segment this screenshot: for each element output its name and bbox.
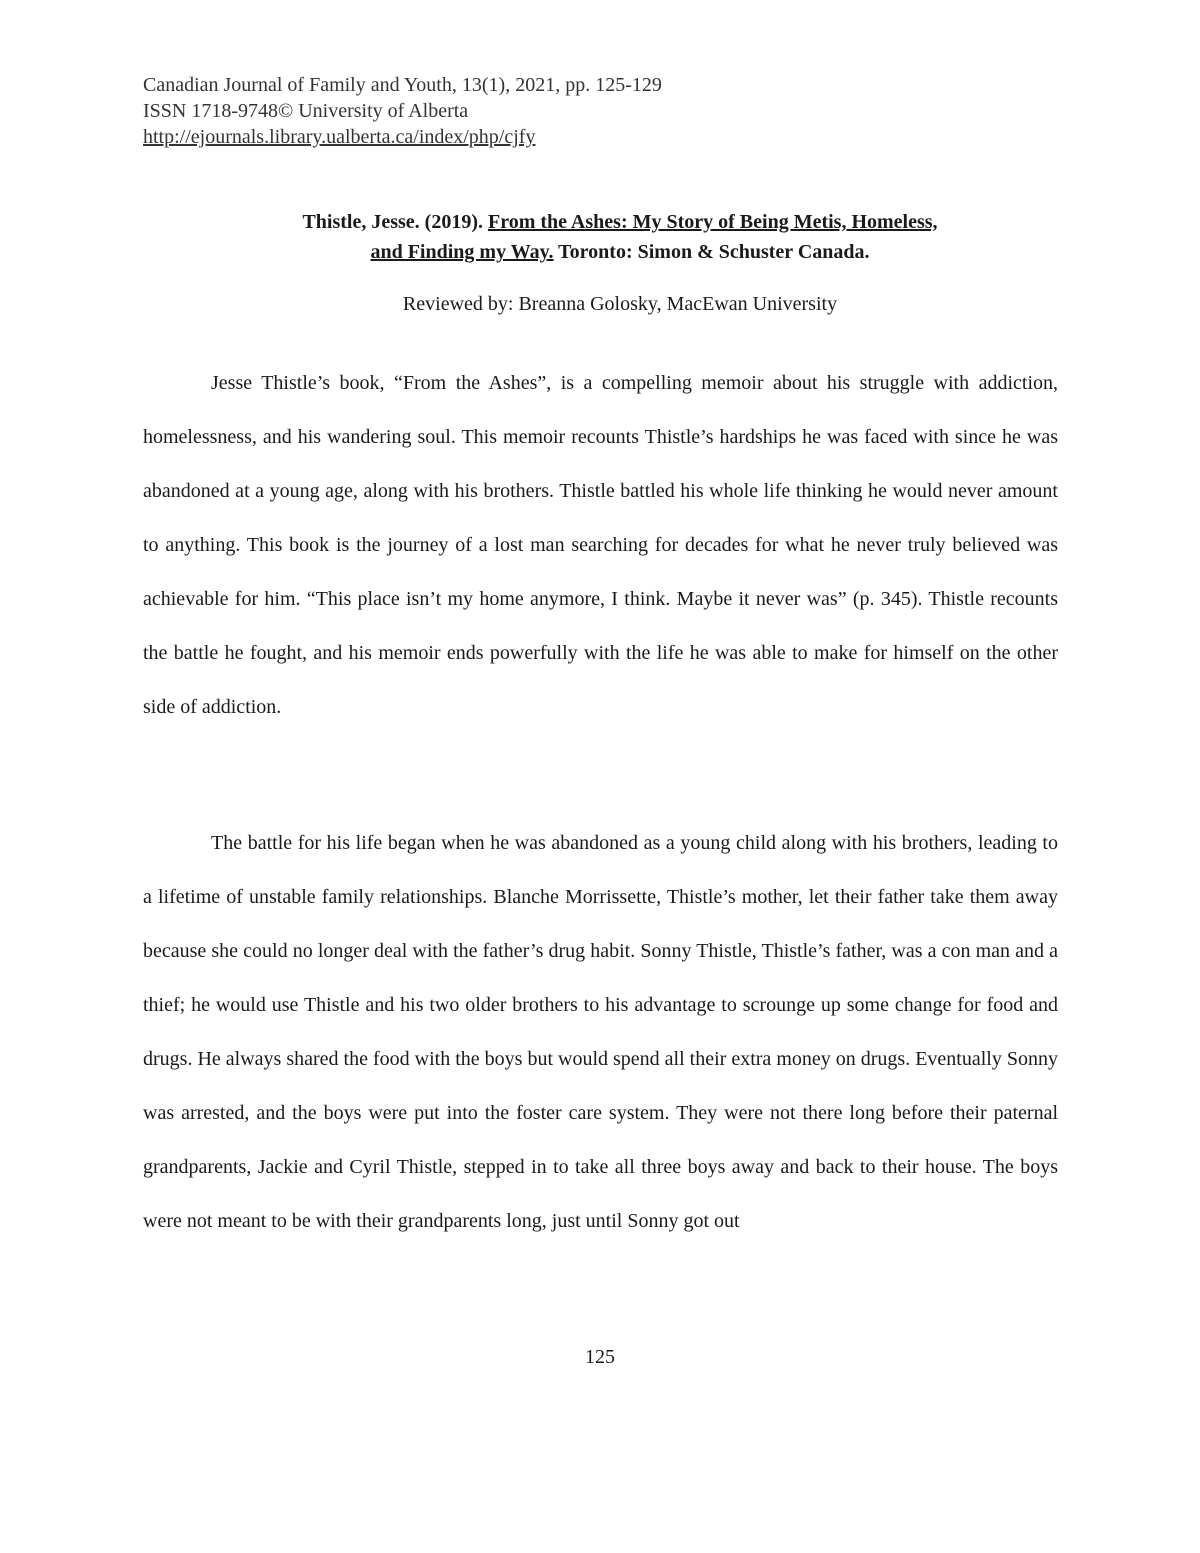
journal-header [143,72,662,150]
reviewer-line: Reviewed by: Breanna Golosky, MacEwan University [402,293,838,315]
author-year: Thistle, Jesse. (2019). [302,211,483,233]
body-paragraph: The battle for his life began when he was abandoned as a young child along with his brothers, leading to a lifetime of unstable family relationships. Blanche Morrissette, Thistle’s mother, let their father take them away because she could no longer deal with the father’s drug habit. Sonny Thistle, Thistle’s father, was a con man and a thief; he would use Thistle and his two older brothers to his advantage to scrounge up some change for food and drugs. He always shared the food with the boys but would spend all their extra money on drugs. Eventually Sonny was arrested, and the boys were put into the foster care system. They were not there long before their paternal grandparents, Jackie and Cyril Thistle, stepped in to take all three boys away and back to their house. The boys were not meant to be with their grandparents long, just until Sonny got out [143,832,1058,1232]
body-paragraph: Jesse Thistle’s book, “From the Ashes”, is a compelling memoir about his struggle with addiction, homelessness, and his wandering soul. This memoir recounts Thistle’s hardships he was faced with since he was abandoned at a young age, along with his brothers. Thistle battled his whole life thinking he would never amount to anything. This book is the journey of a lost man searching for decades for what he never truly believed was achievable for him. “This place isn’t my home anymore, I think. Maybe it never was” (p. 345). Thistle recounts the battle he fought, and his memoir ends powerfully with the life he was able to make for himself on the other side of addiction. [143,372,1058,718]
book-title-line2: and Finding my Way. [370,241,554,263]
journal-url-link[interactable]: http://ejournals.library.ualberta.ca/index/php/cjfy [143,126,536,148]
book-citation [150,207,1090,267]
issn-line: ISSN 1718-9748© University of Alberta [143,100,469,122]
journal-citation-line: Canadian Journal of Family and Youth, 13(1), 2021, pp. 125-129 [143,74,662,96]
book-title-line1: From the Ashes: My Story of Being Metis, Homeless, [487,211,938,233]
page-number: 125 [585,1346,615,1368]
publisher: Toronto: Simon & Schuster Canada. [553,241,870,263]
